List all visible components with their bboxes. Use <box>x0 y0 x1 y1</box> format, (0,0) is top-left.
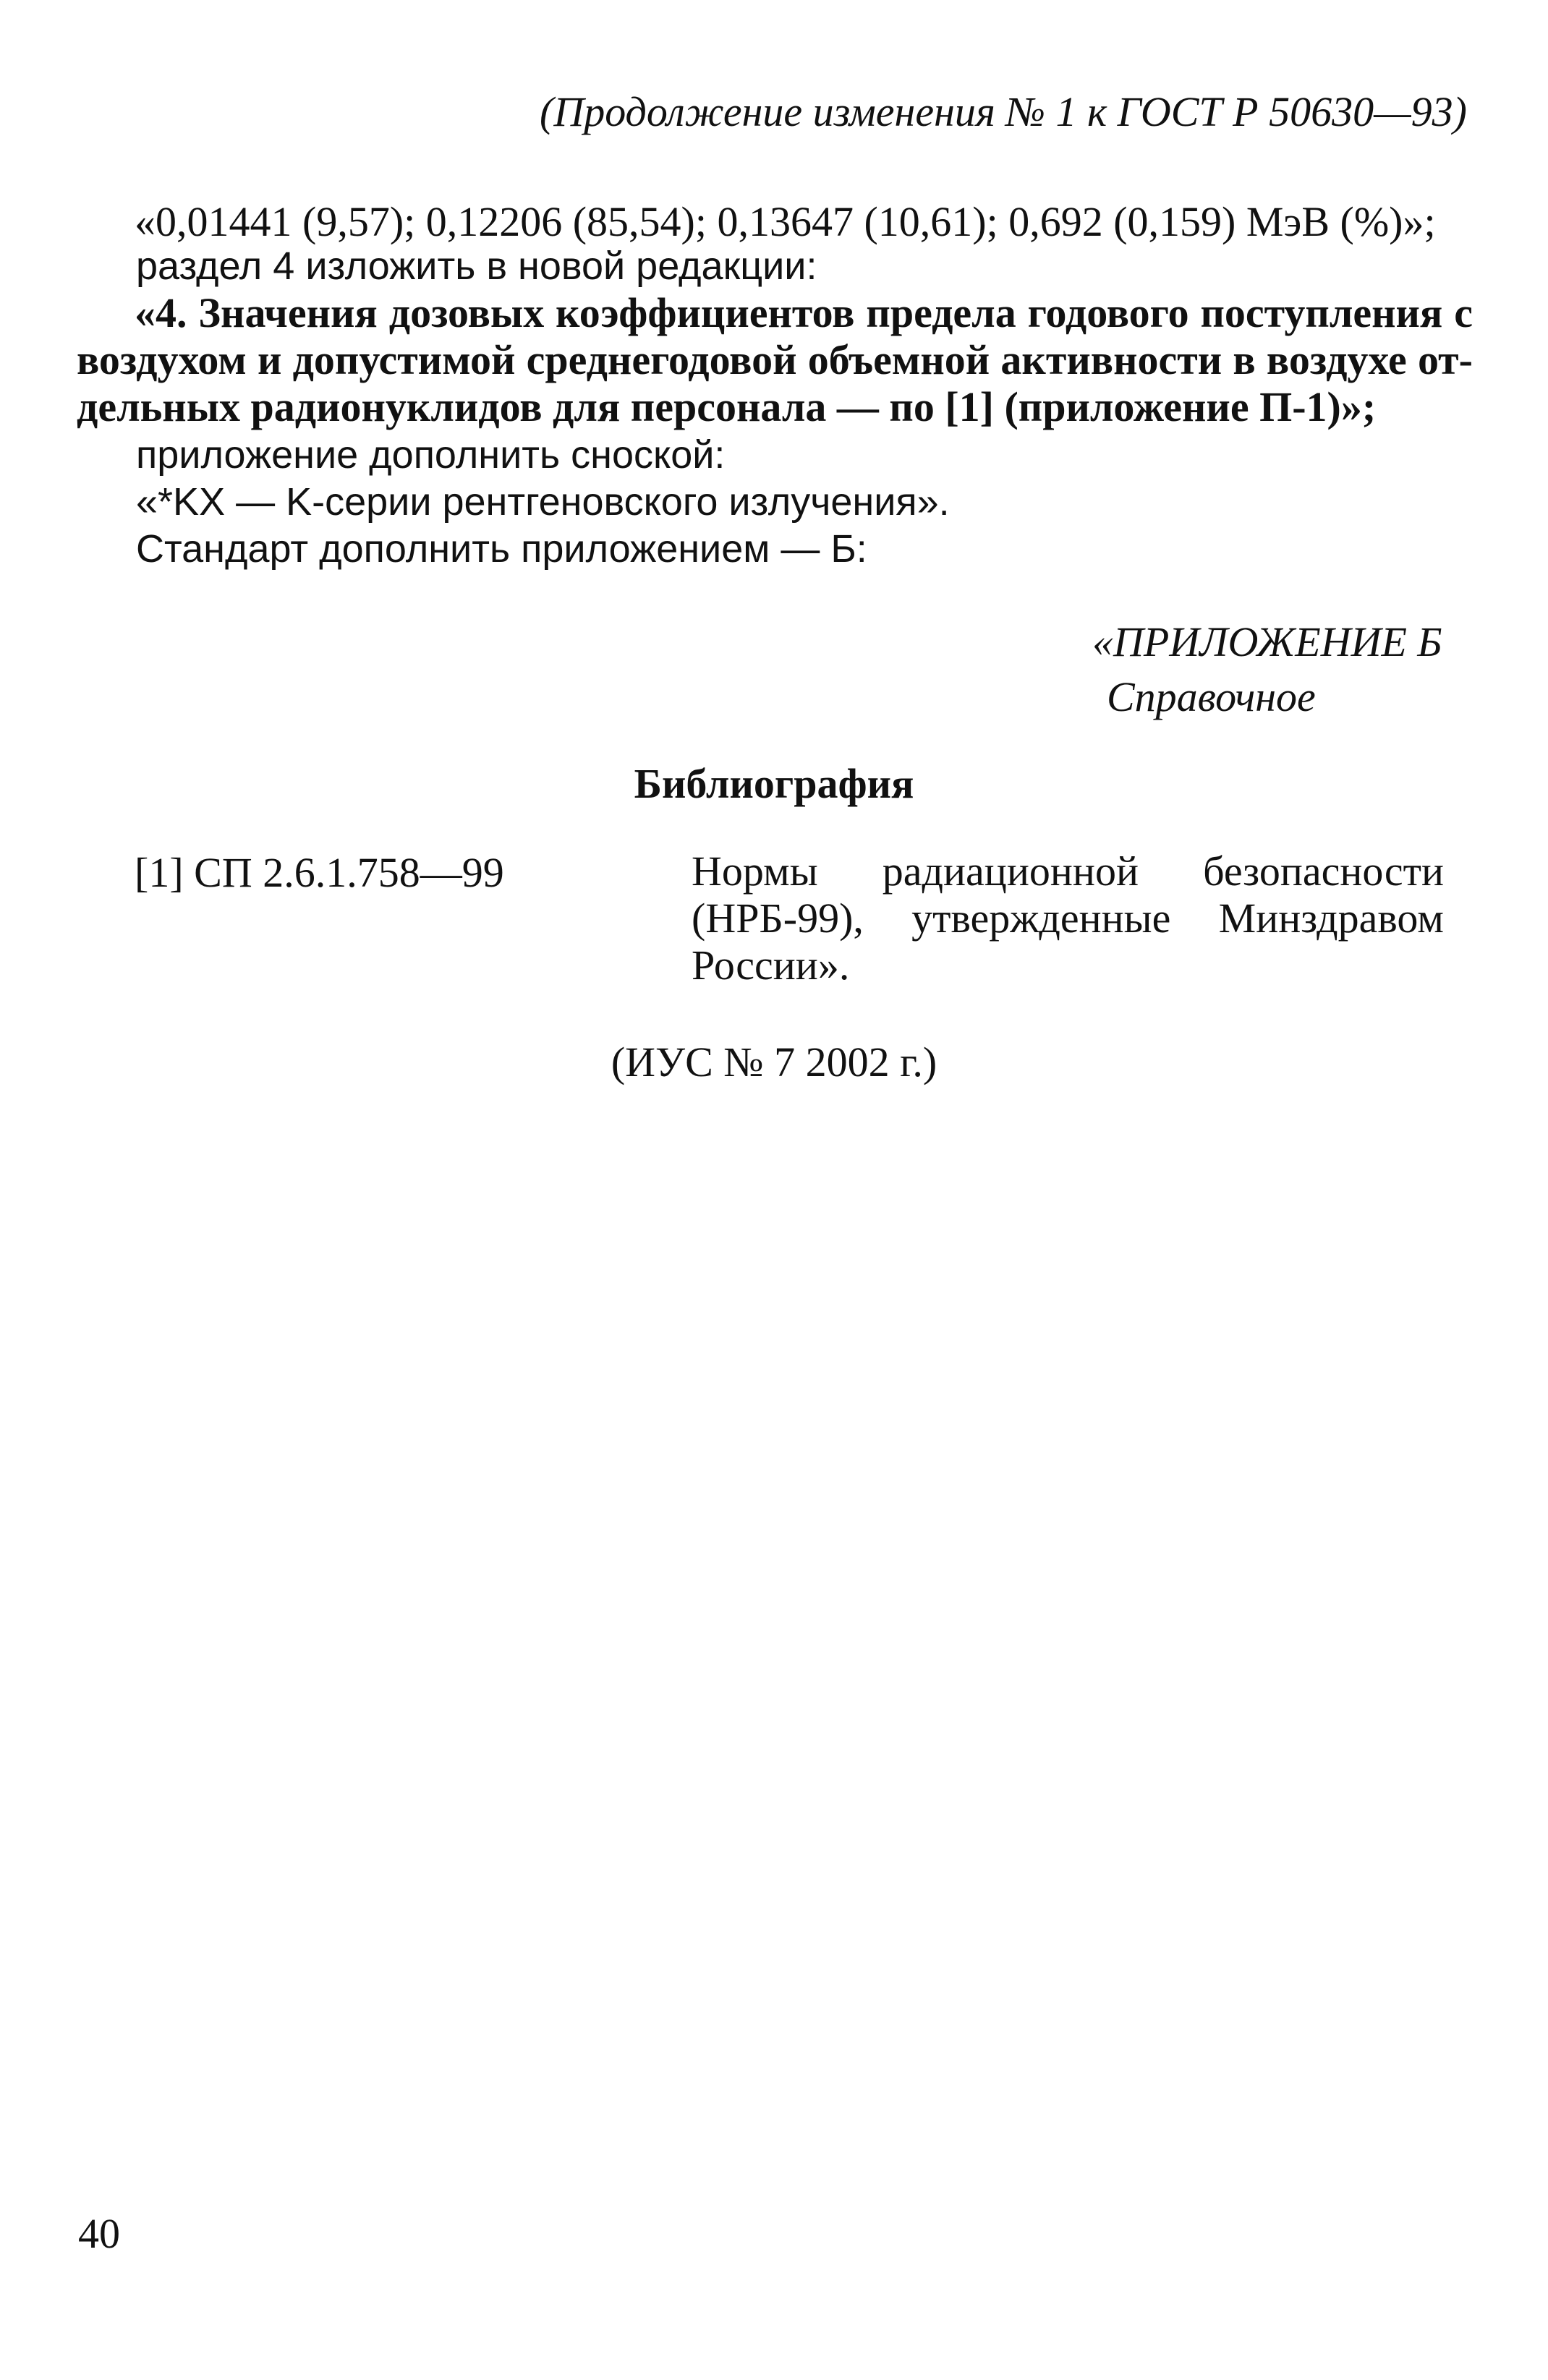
appendix-title: «ПРИЛОЖЕНИЕ Б <box>1092 618 1442 665</box>
energy-values-line: «0,01441 (9,57); 0,12206 (85,54); 0,13647 (10,61); 0,692 (0,159) МэВ (%)»; <box>135 198 1436 245</box>
section-instruction: раздел 4 изложить в новой редакции: <box>136 244 817 288</box>
reference-description-line: России». <box>692 942 850 989</box>
bibliography-title: Библиография <box>634 760 914 807</box>
publication-note: (ИУС № 7 2002 г.) <box>611 1038 937 1085</box>
section-4-line: дельных радионуклидов для персонала — по [1] (приложение П-1)»; <box>77 383 1377 430</box>
section-4-line: воздухом и допустимой среднегодовой объемной активности в воздухе от- <box>77 336 1473 383</box>
footnote-instruction: приложение дополнить сноской: <box>136 433 726 477</box>
footnote-text: «*KX — K-серии рентгеновского излучения». <box>136 480 950 524</box>
reference-description <box>692 848 1444 989</box>
section-4-text <box>77 289 1473 430</box>
standard-instruction: Стандарт дополнить приложением — Б: <box>136 527 867 571</box>
section-4-line: «4. Значения дозовых коэффициентов предела годового поступления с <box>135 289 1473 336</box>
appendix-heading <box>1092 615 1442 725</box>
appendix-subtitle: Справочное <box>1107 673 1316 720</box>
reference-description-line: (НРБ-99), утвержденные Минздравом <box>692 895 1444 942</box>
reference-id: [1] СП 2.6.1.758—99 <box>135 849 504 896</box>
page-number: 40 <box>78 2210 120 2257</box>
reference-description-line: Нормы радиационной безопасности <box>692 848 1444 895</box>
running-header: (Продолжение изменения № 1 к ГОСТ Р 50630—93) <box>540 88 1467 135</box>
